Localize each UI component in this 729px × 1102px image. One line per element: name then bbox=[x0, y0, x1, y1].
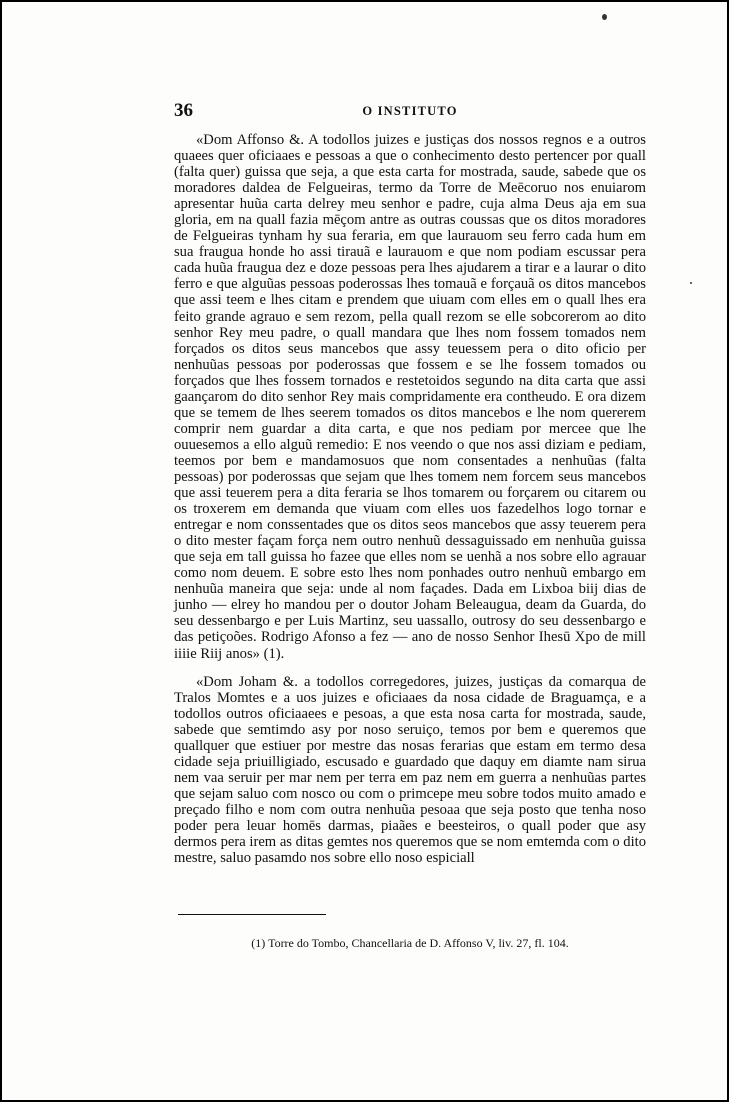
page-number: 36 bbox=[174, 100, 193, 121]
page-header bbox=[174, 100, 646, 126]
scan-speck bbox=[690, 282, 692, 284]
footnote: (1) Torre do Tombo, Chancellaria de D. Affonso V, liv. 27, fl. 104. bbox=[251, 936, 569, 950]
main-text bbox=[174, 132, 646, 866]
footnote-divider bbox=[178, 914, 326, 915]
paragraph-dom-joham: «Dom Joham &. a todollos corregedores, juizes, justiças da comarqua de Tralos Momtes e a uos juizes e oficiaaes da nosa cidade de Braguamça, e a todollos outros oficiaaees e pesoas, a que esta nosa carta for mostrada, saude, sabede que semtimdo asy por noso seruiço, temos por bem e queremos que quallquer que estiuer por mestre das nosas ferarias que estam em termo desa cidade seja priuilligiado, escusado e guardado que daquy em diamte nam sirua nem vaa seruir per mar nem per terra em paz nem em guerra a nenhuũas partes que sejam saluo com nosco ou com o primcepe meu sobre todos muito amado e preçado filho e nom com outra nenhuũa pesoaa que seja posto que tenha noso poder pera leuar homēs darmas, piaães e beesteiros, o quall poder que asy dermos pera irem as ditas gemtes nos queremos que se nom emtemda com o dito mestre, saluo pasamdo nos sobre ello noso espiciall bbox=[174, 673, 646, 867]
scan-speck bbox=[602, 14, 607, 20]
running-title: O INSTITUTO bbox=[362, 104, 458, 118]
paragraph-dom-affonso: «Dom Affonso &. A todollos juizes e justiças dos nossos regnos e a outros quaees quer oficiaaes e pessoas a que o conhecimento desto pertencer por quall (falta quer) guissa que seja, a que esta carta for mostrada, saude, sabede que os moradores daldea de Felgueiras, termo da Torre de Meēcoruo nos enuiarom apresentar huũa carta delrey meu senhor e padre, cuja alma Deus aja em sua gloria, em na quall fazia mēçom antre as outras coussas que os ditos moradores de Felgueiras tynham hy sua feraria, em que laurauom seu ferro cada hum em sua fraugua honde ho assi tirauã e laurauom e que nom podiam escussar pera cada huũa fraugua dez e doze pessoas pera lhes ajudarem a tirar e a laurar o dito ferro e que alguũas pessoas poderossas lhes tomauã e forçauã os ditos mancebos que assi teem e lhes citam e prendem que uiuam com elles em o quall lhes era feito grande agrauo e sem rezom, pella quall rezom se elle sobcorerom ao dito senhor Rey meu padre, o quall mandara que lhes nom fossem tomados nem forçados os ditos seus mancebos que assy teuessem pera o dito oficio per nenhuũas pessoas por poderossas que fossem e se lhe fossem tomados ou forçados que lhes fossem tornados e restetoidos segundo na dita carta que assi gaançarom do dito senhor Rey mais compridamente era contheudo. E ora dizem que se temem de lhes seerem tomados os ditos mancebos e lhe nom quererem comprir nem guardar a dita carta, e que nos pediam por mercee que lhe ouuesemos a ello alguũ remedio: E nos veendo o que nos assi diziam e pediam, teemos por bem e mandamosuos que nom consentades a nenhuũas (falta pessoas) por poderossas que sejam que lhes tomem nem forcem seus mancebos que assi teuerem pera a dita feraria se lhos tomarem ou forçarem ou citarem ou os troxerem em demanda que viuam com elles uos fazedelhos logo tornar e entregar e nom conssentades que os ditos seos mancebos que assy teuerem pera o dito mester façam força nem outro nenhuũ dessaguissado em nenhuũa guissa que seja em tall guissa ho fazee que elles nom se uenhã a nos sobre ello agrauar como nom deuem. E sobre esto lhes nom ponhades outro nenhuũ embargo em nenhuũa maneira que seja: unde al nom façades. Dada em Lixboa biij dias de junho — elrey ho mandou per o doutor Joham Beleaugua, deam da Guarda, do seu dessenbargo e per Luis Martinz, seu uassallo, outrosy do seu dessenbargo e das petiçoões. Rodrigo Afonso a fez — ano de nosso Senhor Ihesū Xpo de mill iiiie Riij anos» (1). bbox=[174, 132, 646, 662]
